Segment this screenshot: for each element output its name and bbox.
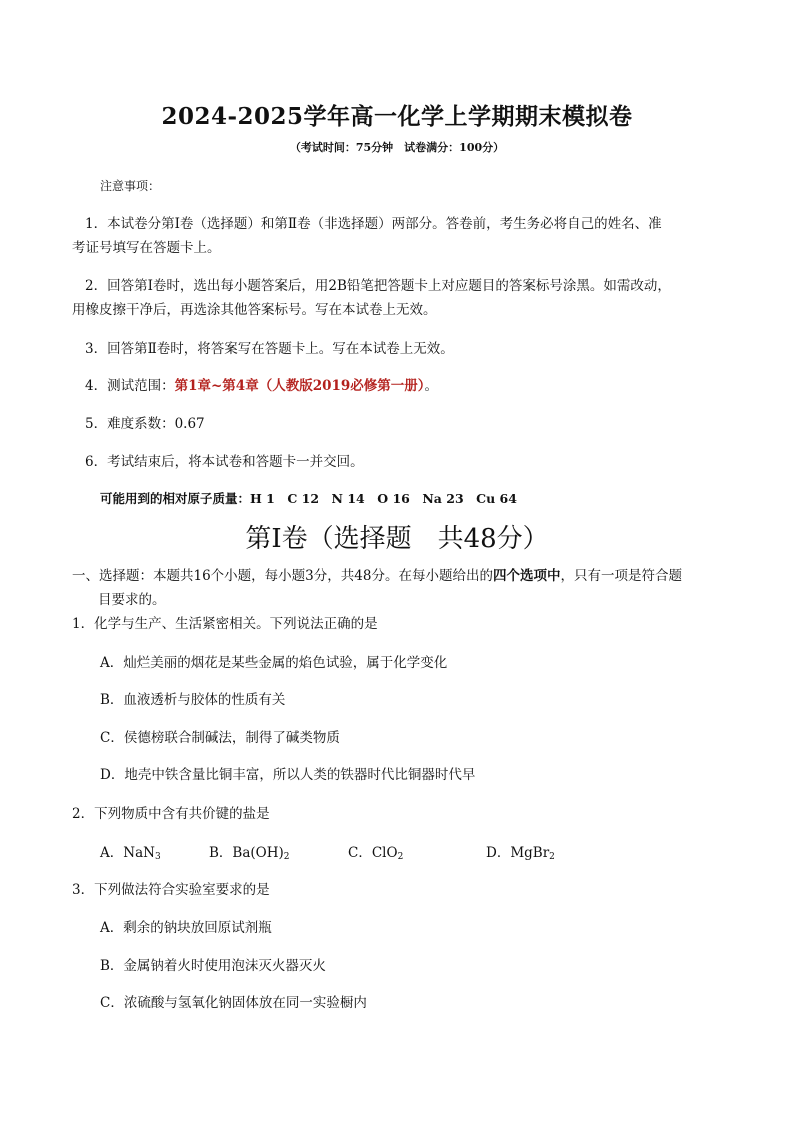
note-2-line-2: 用橡皮擦干净后，再选涂其他答案标号。写在本试卷上无效。 xyxy=(72,302,437,318)
q2-b-subscript: 2 xyxy=(283,852,290,862)
note-2-line-1: 2．回答第Ⅰ卷时，选出每小题答案后，用2B铅笔把答题卡上对应题目的答案标号涂黑。如需改动， xyxy=(85,278,671,294)
q1-option-d: D．地壳中铁含量比铜丰富，所以人类的铁器时代比铜器时代早 xyxy=(100,767,476,783)
note-4 xyxy=(85,376,438,396)
q2-d-subscript: 2 xyxy=(549,852,555,862)
q2-a-subscript: 3 xyxy=(154,852,161,862)
q2-c-label: C． xyxy=(348,845,372,861)
q2-b-label: B． xyxy=(209,845,233,861)
note-1-line-1: 1．本试卷分第Ⅰ卷（选择题）和第Ⅱ卷（非选择题）两部分。答卷前，考生务必将自己的姓名、准 xyxy=(85,216,662,232)
notes-heading: 注意事项： xyxy=(100,179,161,193)
exam-title: 2024-2025学年高一化学上学期期末模拟卷 xyxy=(161,103,633,130)
q3-option-c: C．浓硫酸与氢氧化钠固体放在同一实验橱内 xyxy=(100,995,367,1011)
atomic-mass-line: 可能用到的相对原子质量：H 1 C 12 N 14 O 16 Na 23 Cu 64 xyxy=(100,491,517,506)
q1-option-b: B．血液透析与胶体的性质有关 xyxy=(100,692,286,708)
note-5: 5．难度系数：0.67 xyxy=(85,416,205,432)
test-range: 第1章~第4章（人教版2019必修第一册） xyxy=(174,378,425,394)
instr-suffix: ，只有一项是符合题 xyxy=(560,568,682,584)
q2-a-formula: NaN xyxy=(123,845,155,861)
section-instructions-line-1 xyxy=(72,566,682,586)
q2-d-formula: MgBr xyxy=(510,845,550,861)
note-4-suffix: 。 xyxy=(424,378,439,394)
section-title: 第Ⅰ卷（选择题 共48分） xyxy=(245,524,549,554)
exam-subtitle: （考试时间：75分钟 试卷满分：100分） xyxy=(289,141,505,154)
q3-option-b: B．金属钠着火时使用泡沫灭火器灭火 xyxy=(100,958,326,974)
q1-option-a: A．灿烂美丽的烟花是某些金属的焰色试验，属于化学变化 xyxy=(100,655,448,671)
note-1-line-2: 考证号填写在答题卡上。 xyxy=(72,240,221,256)
instr-bold: 四个选项中 xyxy=(492,568,561,584)
section-instructions-line-2: 目要求的。 xyxy=(98,592,166,608)
q2-a-label: A． xyxy=(100,845,124,861)
q1-option-c: C．侯德榜联合制碱法，制得了碱类物质 xyxy=(100,730,340,746)
note-6: 6．考试结束后，将本试卷和答题卡一并交回。 xyxy=(85,454,364,470)
q2-option-b xyxy=(209,843,290,867)
q3-stem: 3．下列做法符合实验室要求的是 xyxy=(72,882,270,898)
instr-prefix: 一、选择题：本题共16个小题，每小题3分，共48分。在每小题给出的 xyxy=(72,568,493,584)
q2-d-label: D． xyxy=(486,845,511,861)
note-4-prefix: 4．测试范围： xyxy=(85,378,175,394)
q2-option-d xyxy=(486,843,555,867)
q2-c-formula: ClO xyxy=(371,845,398,861)
note-3: 3．回答第Ⅱ卷时，将答案写在答题卡上。写在本试卷上无效。 xyxy=(85,341,454,357)
q2-b-formula: Ba(OH) xyxy=(232,845,284,861)
q1-stem: 1．化学与生产、生活紧密相关。下列说法正确的是 xyxy=(72,616,378,632)
q2-c-subscript: 2 xyxy=(397,852,404,862)
q2-option-a xyxy=(100,843,161,867)
q2-option-c xyxy=(348,843,403,867)
q2-stem: 2．下列物质中含有共价键的盐是 xyxy=(72,806,270,822)
q3-option-a: A．剩余的钠块放回原试剂瓶 xyxy=(100,920,272,936)
